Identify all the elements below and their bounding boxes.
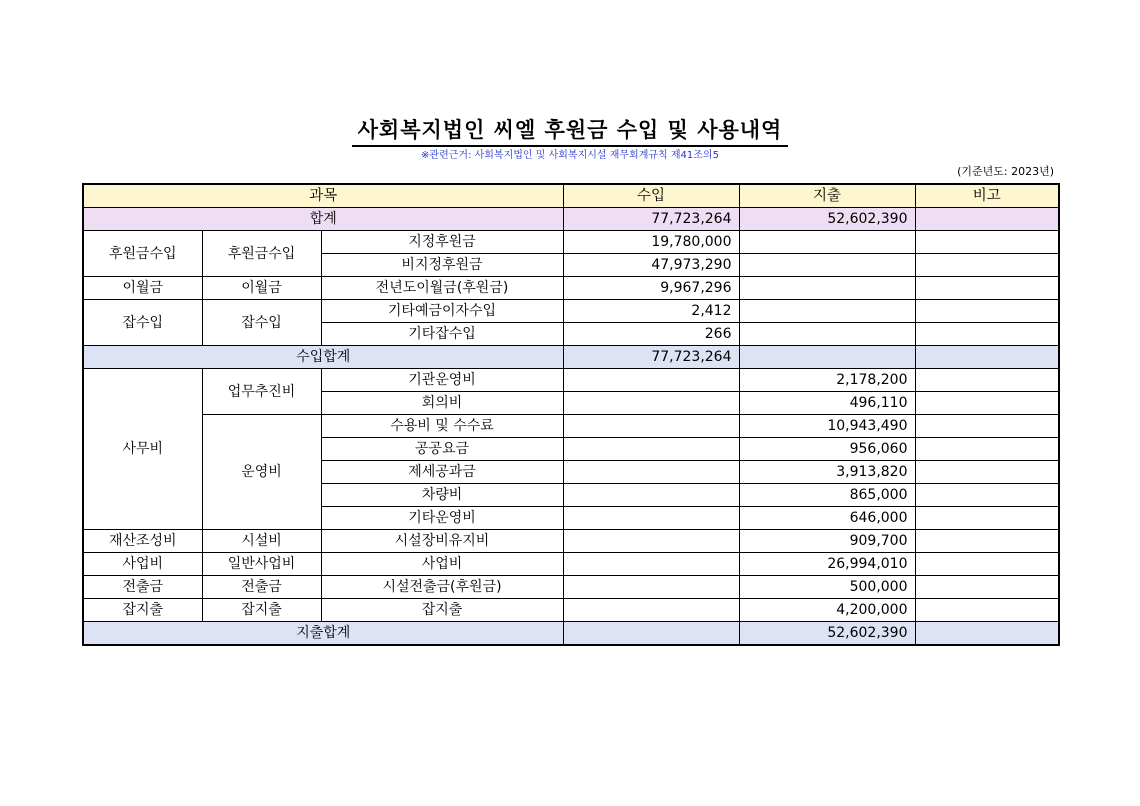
note-cell xyxy=(915,277,1059,300)
income-cell xyxy=(563,392,739,415)
expense-cell: 909,700 xyxy=(739,530,915,553)
income-cell xyxy=(563,415,739,438)
income-cell xyxy=(563,438,739,461)
note-cell xyxy=(915,599,1059,622)
subcategory-cell: 잡수입 xyxy=(202,300,321,346)
income-cell xyxy=(563,369,739,392)
item-cell: 잡지출 xyxy=(321,599,563,622)
item-cell: 사업비 xyxy=(321,553,563,576)
grand-total-income: 77,723,264 xyxy=(563,208,739,231)
table-header-row xyxy=(83,184,1059,208)
income-cell xyxy=(563,622,739,646)
item-cell: 기타잡수입 xyxy=(321,323,563,346)
income-total-label: 수입합계 xyxy=(83,346,563,369)
item-cell: 전년도이월금(후원금) xyxy=(321,277,563,300)
expense-cell: 865,000 xyxy=(739,484,915,507)
item-cell: 비지정후원금 xyxy=(321,254,563,277)
document-title: 사회복지법인 씨엘 후원금 수입 및 사용내역 xyxy=(0,114,1140,144)
income-cell xyxy=(563,507,739,530)
item-cell: 차량비 xyxy=(321,484,563,507)
income-cell: 9,967,296 xyxy=(563,277,739,300)
note-cell xyxy=(915,461,1059,484)
category-cell: 사무비 xyxy=(83,369,202,530)
table-row xyxy=(83,576,1059,599)
income-cell xyxy=(563,484,739,507)
item-cell: 제세공과금 xyxy=(321,461,563,484)
income-cell xyxy=(563,461,739,484)
note-cell xyxy=(915,231,1059,254)
table-row xyxy=(83,553,1059,576)
expense-cell xyxy=(739,323,915,346)
item-cell: 시설장비유지비 xyxy=(321,530,563,553)
expense-cell: 10,943,490 xyxy=(739,415,915,438)
table-row xyxy=(83,231,1059,254)
note-cell xyxy=(915,576,1059,599)
expense-cell xyxy=(739,346,915,369)
legal-basis-note: ※관련근거: 사회복지법인 및 사회복지시설 재무회계규칙 제41조의5 xyxy=(421,150,719,161)
expense-cell: 500,000 xyxy=(739,576,915,599)
table-row xyxy=(83,277,1059,300)
income-cell xyxy=(563,530,739,553)
subcategory-cell: 잡지출 xyxy=(202,599,321,622)
expense-cell: 956,060 xyxy=(739,438,915,461)
expense-total-row xyxy=(83,622,1059,646)
income-cell xyxy=(563,553,739,576)
header-item: 과목 xyxy=(83,184,563,208)
header-income: 수입 xyxy=(563,184,739,208)
expense-cell: 2,178,200 xyxy=(739,369,915,392)
category-cell: 잡지출 xyxy=(83,599,202,622)
note-cell xyxy=(915,392,1059,415)
item-cell: 기타운영비 xyxy=(321,507,563,530)
category-cell: 이월금 xyxy=(83,277,202,300)
note-cell xyxy=(915,208,1059,231)
table-row xyxy=(83,369,1059,392)
note-cell xyxy=(915,323,1059,346)
income-total-row xyxy=(83,346,1059,369)
subcategory-cell: 이월금 xyxy=(202,277,321,300)
item-cell: 기타예금이자수입 xyxy=(321,300,563,323)
expense-cell xyxy=(739,231,915,254)
note-cell xyxy=(915,622,1059,646)
subcategory-cell: 일반사업비 xyxy=(202,553,321,576)
expense-cell xyxy=(739,254,915,277)
header-note: 비고 xyxy=(915,184,1059,208)
expense-cell: 4,200,000 xyxy=(739,599,915,622)
income-cell xyxy=(563,599,739,622)
note-cell xyxy=(915,484,1059,507)
category-cell: 잡수입 xyxy=(83,300,202,346)
note-cell xyxy=(915,346,1059,369)
income-cell: 47,973,290 xyxy=(563,254,739,277)
expense-cell: 646,000 xyxy=(739,507,915,530)
expense-cell: 3,913,820 xyxy=(739,461,915,484)
table-row xyxy=(83,530,1059,553)
expense-total-label: 지출합계 xyxy=(83,622,563,646)
item-cell: 기관운영비 xyxy=(321,369,563,392)
table-row xyxy=(83,415,1059,438)
category-cell: 재산조성비 xyxy=(83,530,202,553)
expense-cell: 26,994,010 xyxy=(739,553,915,576)
expense-total-value: 52,602,390 xyxy=(739,622,915,646)
subcategory-cell: 후원금수입 xyxy=(202,231,321,277)
income-cell: 266 xyxy=(563,323,739,346)
item-cell: 회의비 xyxy=(321,392,563,415)
income-cell: 19,780,000 xyxy=(563,231,739,254)
note-cell xyxy=(915,507,1059,530)
subcategory-cell: 전출금 xyxy=(202,576,321,599)
base-year: (기준년도: 2023년) xyxy=(957,165,1054,178)
category-cell: 사업비 xyxy=(83,553,202,576)
grand-total-row xyxy=(83,208,1059,231)
income-cell: 2,412 xyxy=(563,300,739,323)
grand-total-expense: 52,602,390 xyxy=(739,208,915,231)
note-cell xyxy=(915,369,1059,392)
table-row xyxy=(83,300,1059,323)
expense-cell xyxy=(739,300,915,323)
category-cell: 전출금 xyxy=(83,576,202,599)
table-row xyxy=(83,599,1059,622)
category-cell: 후원금수입 xyxy=(83,231,202,277)
expense-cell: 496,110 xyxy=(739,392,915,415)
grand-total-label: 합계 xyxy=(83,208,563,231)
note-cell xyxy=(915,300,1059,323)
item-cell: 수용비 및 수수료 xyxy=(321,415,563,438)
item-cell: 지정후원금 xyxy=(321,231,563,254)
note-cell xyxy=(915,254,1059,277)
subcategory-cell: 시설비 xyxy=(202,530,321,553)
income-expense-table xyxy=(82,183,1060,646)
note-cell xyxy=(915,553,1059,576)
note-cell xyxy=(915,530,1059,553)
note-cell xyxy=(915,415,1059,438)
income-total-value: 77,723,264 xyxy=(563,346,739,369)
subcategory-cell: 운영비 xyxy=(202,415,321,530)
subcategory-cell: 업무추진비 xyxy=(202,369,321,415)
income-cell xyxy=(563,576,739,599)
item-cell: 공공요금 xyxy=(321,438,563,461)
expense-cell xyxy=(739,277,915,300)
header-expense: 지출 xyxy=(739,184,915,208)
item-cell: 시설전출금(후원금) xyxy=(321,576,563,599)
note-cell xyxy=(915,438,1059,461)
